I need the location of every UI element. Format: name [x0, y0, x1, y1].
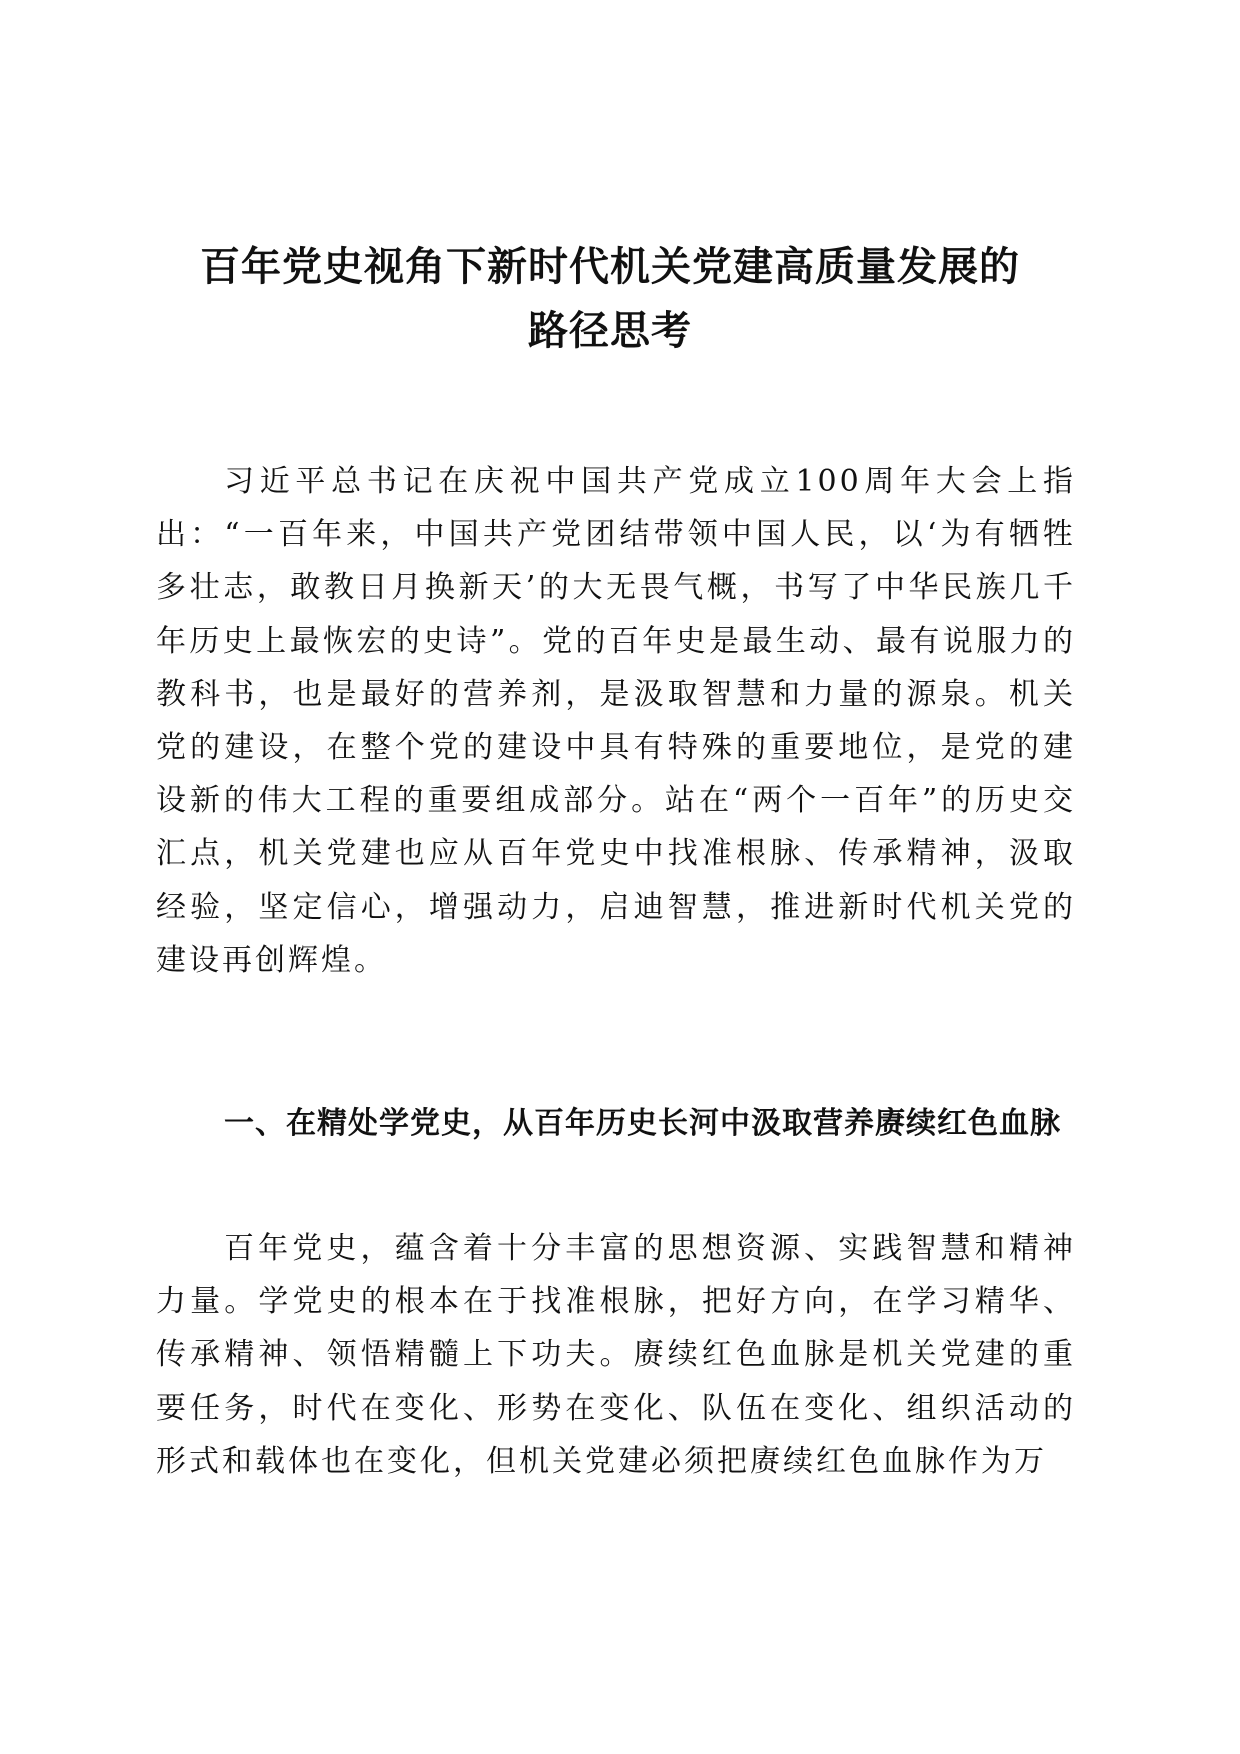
title-line-2: 路径思考	[528, 307, 692, 354]
section-heading-1: 一、在精处学党史，从百年历史长河中汲取营养赓续红色血脉	[224, 1106, 1061, 1141]
intro-paragraph: 习近平总书记在庆祝中国共产党成立100周年大会上指出：“一百年来，中国共产党团结带领中国人民，以‘为有牺牲多壮志，敢教日月换新天’的大无畏气概，书写了中华民族几千年历史上最恢宏的史诗”。党的百年史是最生动、最有说服力的教科书，也是最好的营养剂，是汲取智慧和力量的源泉。机关党的建设，在整个党的建设中具有特殊的重要地位，是党的建设新的伟大工程的重要组成部分。站在“两个一百年”的历史交汇点，机关党建也应从百年党史中找准根脉、传承精神，汲取经验，坚定信心，增强动力，启迪智慧，推进新时代机关党的建设再创辉煌。	[156, 464, 1076, 978]
title-line-1: 百年党史视角下新时代机关党建高质量发展的	[200, 243, 1020, 290]
document-title	[140, 235, 1080, 363]
section-1-paragraph: 百年党史，蕴含着十分丰富的思想资源、实践智慧和精神力量。学党史的根本在于找准根脉，把好方向，在学习精华、传承精神、领悟精髓上下功夫。赓续红色血脉是机关党建的重要任务，时代在变化、形势在变化、队伍在变化、组织活动的形式和载体也在变化，但机关党建必须把赓续红色血脉作为万	[156, 1231, 1076, 1479]
